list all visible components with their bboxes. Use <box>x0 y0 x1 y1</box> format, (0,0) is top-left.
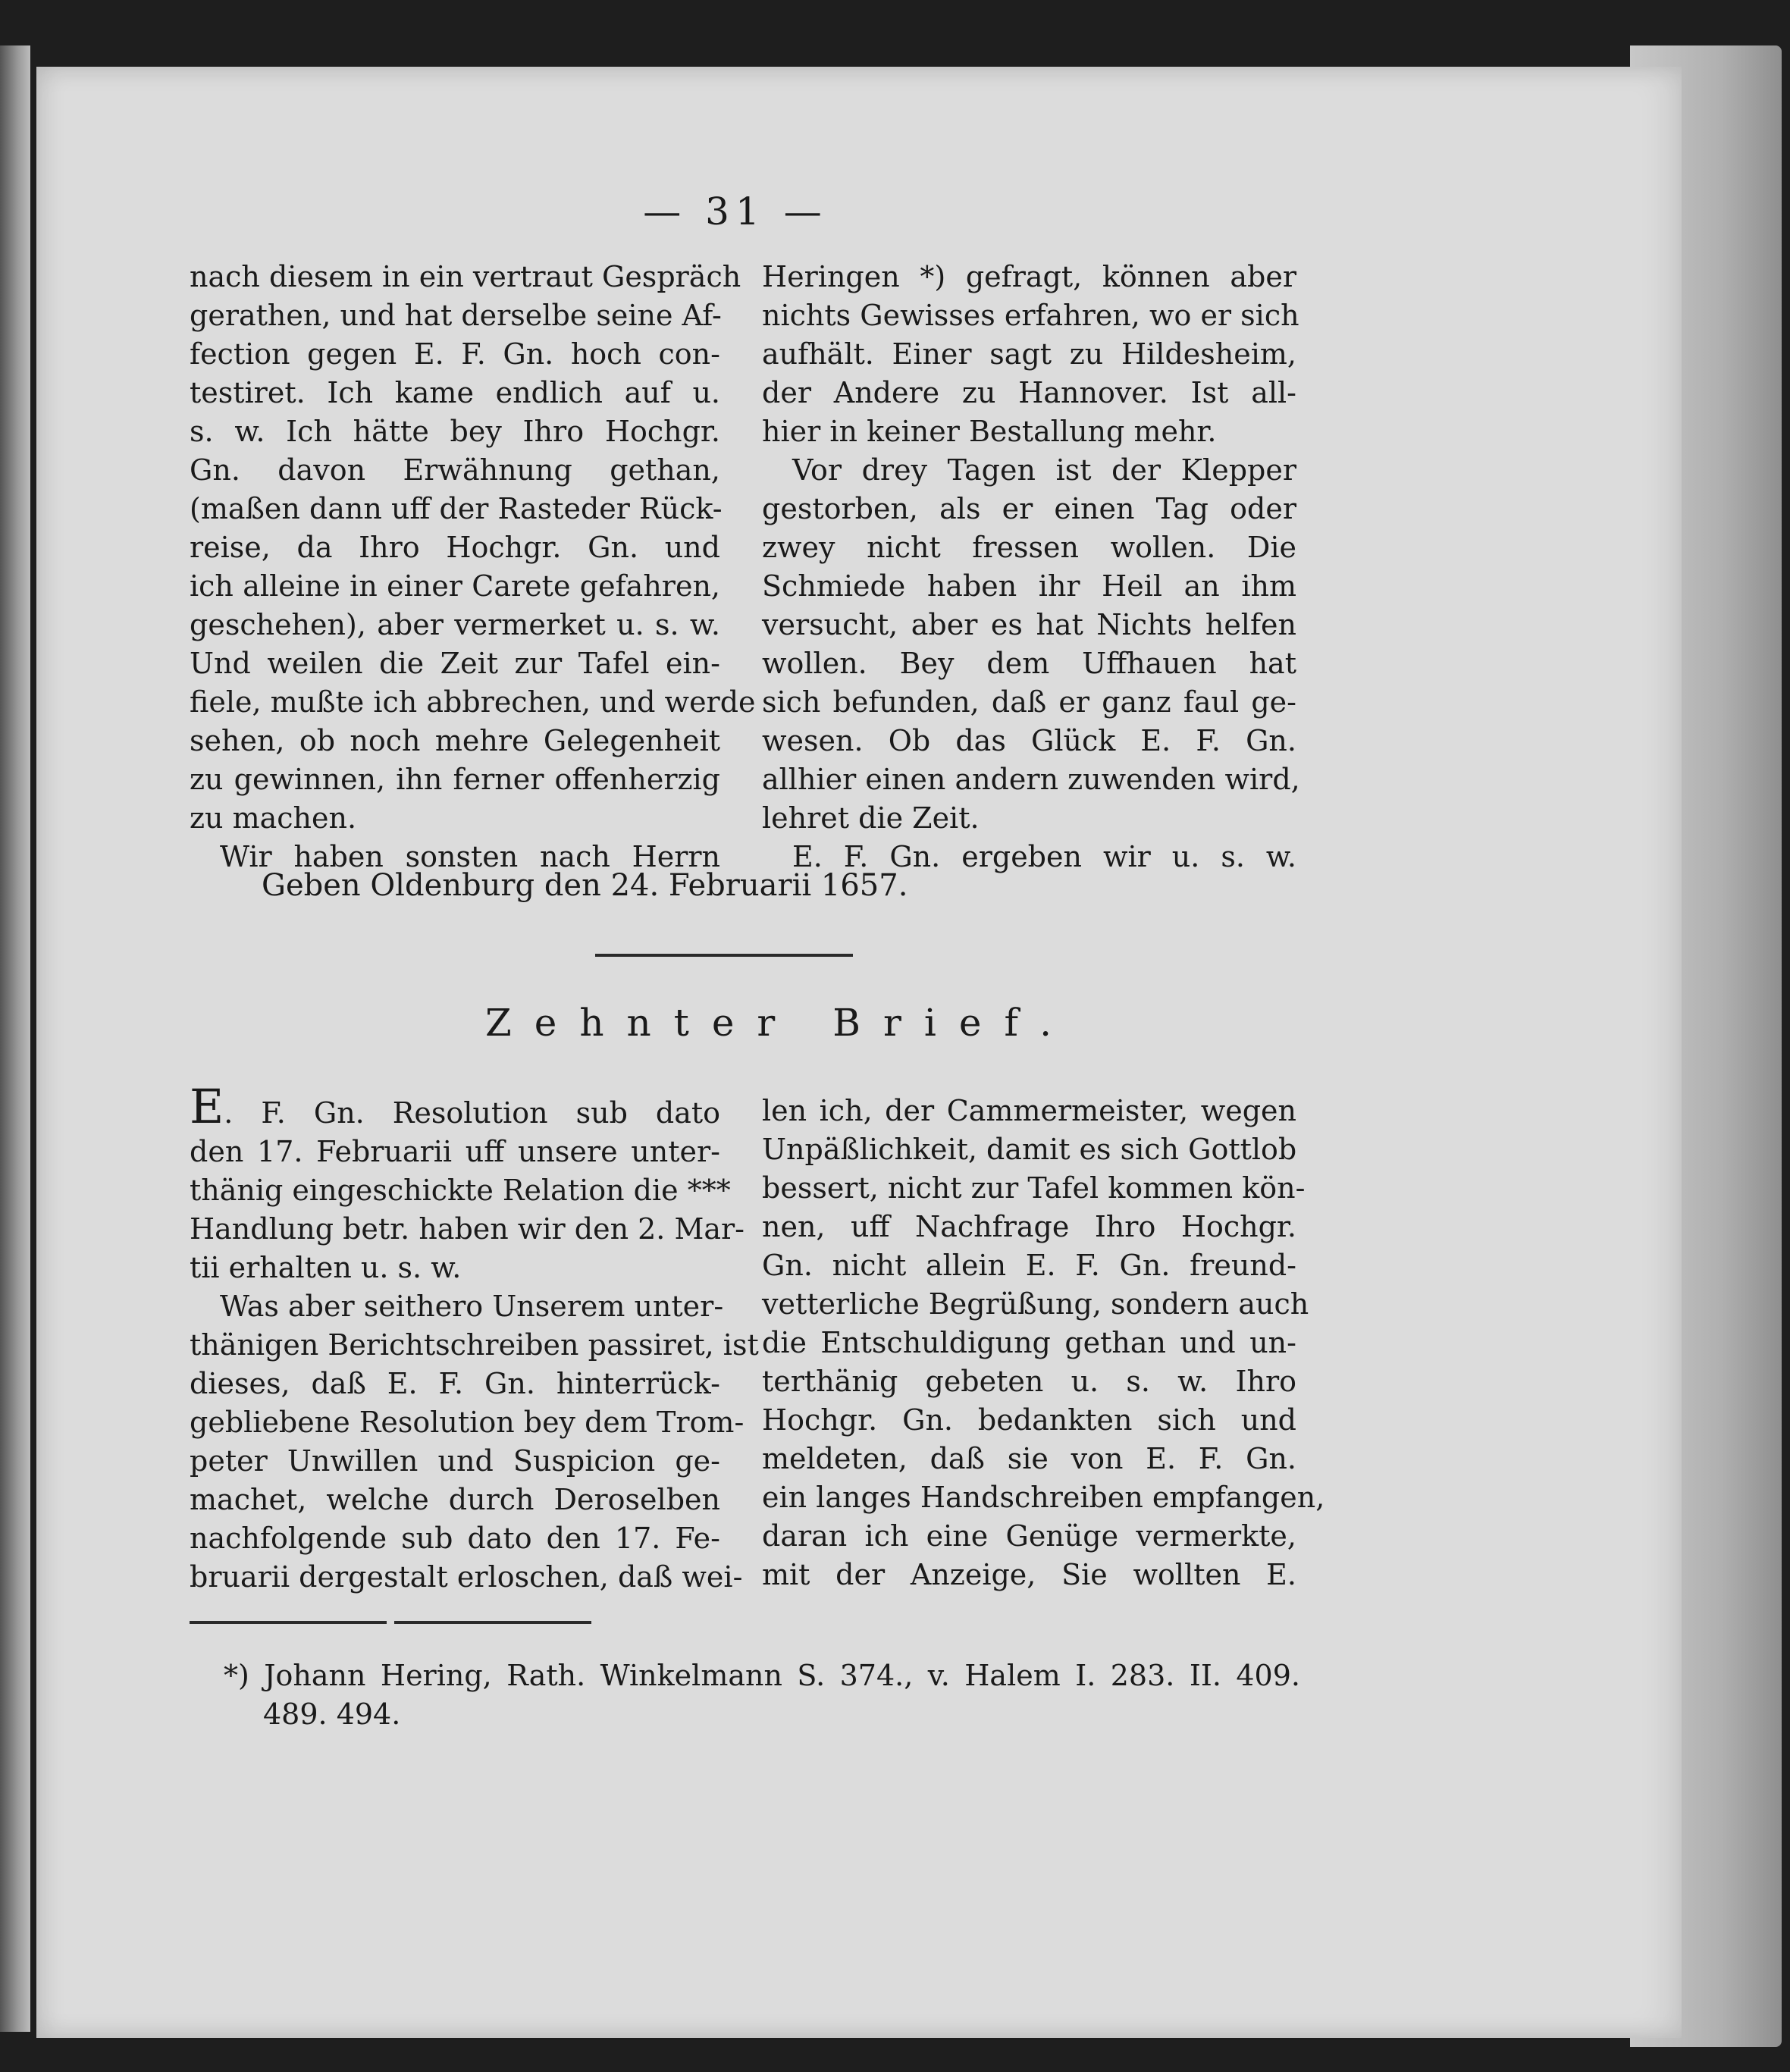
text-line: ich alleine in einer Carete gefahren, <box>190 569 720 603</box>
text-line: nichts Gewisses erfahren, wo er sich <box>762 299 1299 332</box>
section-divider <box>595 954 853 957</box>
text-line: Hochgr. Gn. bedankten sich und <box>762 1403 1296 1437</box>
text-line: aufhält. Einer sagt zu Hildesheim, <box>762 337 1296 371</box>
text-line: bruarii dergestalt erloschen, daß wei- <box>190 1560 743 1594</box>
text-line: fection gegen E. F. Gn. hoch con- <box>190 337 720 371</box>
text-line: Schmiede haben ihr Heil an ihm <box>762 569 1296 603</box>
text-line: Handlung betr. haben wir den 2. Mar- <box>190 1212 745 1246</box>
text-line: den 17. Februarii uff unsere unter- <box>190 1135 720 1168</box>
section-heading: Zehnter Brief. <box>485 1001 1075 1045</box>
bottom-left-column <box>190 1079 759 1597</box>
text-line: sich befunden, daß er ganz faul ge- <box>762 685 1296 719</box>
footnote-line: 489. 494. <box>263 1697 401 1731</box>
text-line: s. w. Ich hätte bey Ihro Hochgr. <box>190 415 720 448</box>
text-line: versucht, aber es hat Nichts helfen <box>762 608 1296 641</box>
text-line: gerathen, und hat derselbe seine Af- <box>190 299 722 332</box>
text-line: bessert, nicht zur Tafel kommen kön- <box>762 1171 1306 1205</box>
text-line: wollen. Bey dem Uffhauen hat <box>762 647 1296 680</box>
text-line: Heringen *) gefragt, können aber <box>762 260 1296 293</box>
top-right-column <box>762 258 1300 876</box>
text-line: allhier einen andern zuwenden wird, <box>762 763 1300 796</box>
text-line: Was aber seithero Unserem unter- <box>220 1290 724 1323</box>
text-line: lehret die Zeit. <box>762 801 980 835</box>
footnote <box>224 1657 1300 1734</box>
text-line: thänigen Berichtschreiben passiret, ist <box>190 1328 759 1362</box>
text-line: terthänig gebeten u. s. w. Ihro <box>762 1365 1296 1398</box>
text-fragment: . F. Gn. Resolution sub dato <box>224 1096 720 1130</box>
page-number: — 31 — <box>643 190 828 234</box>
text-line: mit der Anzeige, Sie wollten E. <box>762 1558 1296 1591</box>
text-line: daran ich eine Genüge vermerkte, <box>762 1519 1296 1553</box>
text-line: geschehen), aber vermerket u. s. w. <box>190 608 720 641</box>
text-line <box>190 1079 720 1134</box>
text-line: sehen, ob noch mehre Gelegenheit <box>190 724 720 757</box>
text-line: zu gewinnen, ihn ferner offenherzig <box>190 763 720 796</box>
text-line: reise, da Ihro Hochgr. Gn. und <box>190 531 720 564</box>
text-line: nachfolgende sub dato den 17. Fe- <box>190 1522 720 1555</box>
text-line: E. F. Gn. ergeben wir u. s. w. <box>792 840 1296 873</box>
text-line: fiele, mußte ich abbrechen, und werde <box>190 685 756 719</box>
top-left-column <box>190 258 756 876</box>
text-line: nen, uff Nachfrage Ihro Hochgr. <box>762 1210 1296 1243</box>
text-line: testiret. Ich kame endlich auf u. <box>190 376 720 409</box>
letter-closing-date: Geben Oldenburg den 24. Februarii 1657. <box>262 868 908 903</box>
bottom-right-column <box>762 1092 1325 1594</box>
text-line: wesen. Ob das Glück E. F. Gn. <box>762 724 1296 757</box>
text-line: nach diesem in ein vertraut Gespräch <box>190 260 741 293</box>
adjacent-page-edge <box>0 45 30 2032</box>
footnote-line: *) Johann Hering, Rath. Winkelmann S. 374., v. Halem I. 283. II. 409. <box>224 1659 1300 1692</box>
text-line: vetterliche Begrüßung, sondern auch <box>762 1287 1309 1321</box>
text-line: der Andere zu Hannover. Ist all- <box>762 376 1296 409</box>
text-line: (maßen dann uff der Rasteder Rück- <box>190 492 723 525</box>
text-line: die Entschuldigung gethan und un- <box>762 1326 1296 1359</box>
text-line: peter Unwillen und Suspicion ge- <box>190 1444 720 1478</box>
text-line: dieses, daß E. F. Gn. hinterrück- <box>190 1367 720 1400</box>
text-line: Gn. davon Erwähnung gethan, <box>190 453 720 487</box>
text-line: Wir haben sonsten nach Herrn <box>220 840 720 873</box>
text-line: hier in keiner Bestallung mehr. <box>762 415 1217 448</box>
initial-letter: E <box>190 1079 224 1134</box>
text-line: gebliebene Resolution bey dem Trom- <box>190 1406 745 1439</box>
text-line: ein langes Handschreiben empfangen, <box>762 1481 1325 1514</box>
footnote-divider <box>394 1621 591 1624</box>
text-line: len ich, der Cammermeister, wegen <box>762 1094 1296 1127</box>
text-line: zu machen. <box>190 801 357 835</box>
text-line: thänig eingeschickte Relation die *** <box>190 1174 731 1207</box>
text-line: Gn. nicht allein E. F. Gn. freund- <box>762 1249 1296 1282</box>
text-line: zwey nicht fressen wollen. Die <box>762 531 1296 564</box>
footnote-divider <box>190 1621 387 1624</box>
text-line: tii erhalten u. s. w. <box>190 1251 462 1284</box>
text-line: meldeten, daß sie von E. F. Gn. <box>762 1442 1296 1475</box>
text-line: Und weilen die Zeit zur Tafel ein- <box>190 647 720 680</box>
text-line: machet, welche durch Deroselben <box>190 1483 720 1516</box>
text-line: gestorben, als er einen Tag oder <box>762 492 1296 525</box>
text-line: Vor drey Tagen ist der Klepper <box>792 453 1296 487</box>
text-line: Unpäßlichkeit, damit es sich Gottlob <box>762 1133 1297 1166</box>
